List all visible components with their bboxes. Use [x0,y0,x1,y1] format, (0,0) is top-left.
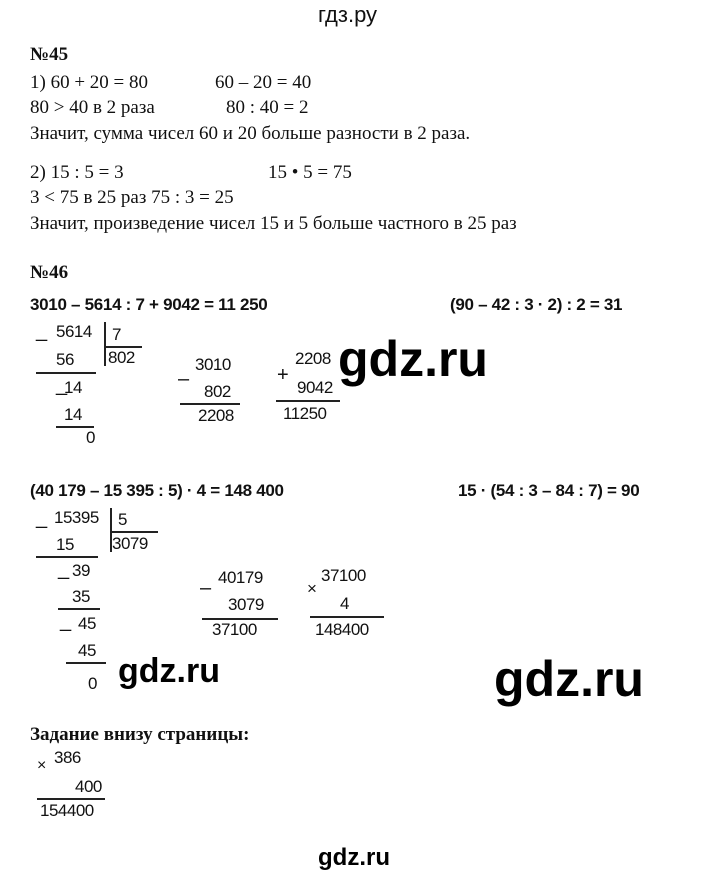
factor-b: 4 [340,594,349,613]
minus-sign: _ [36,320,48,342]
difference: 37100 [212,620,257,639]
task-46-expr4: 15 · (54 : 3 – 84 : 7) = 90 [458,481,640,500]
addend-b: 9042 [297,378,333,397]
minuend: 40179 [218,568,263,587]
factor-a: 37100 [321,566,366,585]
task-45-line5: 3 < 75 в 25 раз 75 : 3 = 25 [30,187,234,208]
times-sign: × [37,757,47,774]
watermark: gdz.ru [118,652,220,690]
minus-sign: _ [60,610,72,632]
minus-sign: – [200,577,212,599]
step-35: 35 [72,587,90,606]
watermark: gdz.ru [318,844,390,871]
step-45b: 45 [78,641,96,660]
step-56: 56 [56,350,74,369]
step-14b: 14 [64,405,82,424]
remainder: 0 [88,674,97,693]
minus-sign: _ [58,558,70,580]
dividend: 5614 [56,322,92,341]
task-46-expr2: (90 – 42 : 3 · 2) : 2 = 31 [450,295,623,314]
subtrahend: 3079 [228,595,264,614]
watermark: gdz.ru [338,331,488,387]
task-45-line1b: 60 – 20 = 40 [215,72,312,93]
task-45-line4b: 15 • 5 = 75 [268,162,352,183]
task-46-expr1: 3010 – 5614 : 7 + 9042 = 11 250 [30,295,268,314]
quotient: 802 [108,348,135,367]
minus-sign: – [178,368,190,390]
product: 148400 [315,620,369,639]
subtrahend: 802 [204,382,231,401]
minus-sign: _ [36,507,48,529]
factor-a: 386 [54,748,81,767]
dividend: 15395 [54,508,99,527]
step-45: 45 [78,614,96,633]
task-45-line1a: 1) 60 + 20 = 80 [30,72,149,93]
remainder: 0 [86,428,95,447]
quotient: 3079 [112,534,148,553]
divisor: 5 [118,510,127,529]
sum: 11250 [283,404,327,423]
watermark: gdz.ru [494,651,644,707]
difference: 2208 [198,406,234,425]
task-45-conclusion2: Значит, произведение чисел 15 и 5 больше частного в 25 раз [30,213,517,234]
task-45-line2a: 80 > 40 в 2 раза [30,97,155,118]
page-header: гдз.ру [318,2,378,27]
step-14: 14 [64,378,82,397]
task-46-expr3: (40 179 – 15 395 : 5) · 4 = 148 400 [30,481,284,500]
minus-sign: _ [56,374,68,396]
task-45-conclusion1: Значит, сумма чисел 60 и 20 больше разности в 2 раза. [30,123,471,144]
step-15: 15 [56,535,74,554]
product: 154400 [40,801,94,820]
minuend: 3010 [195,355,231,374]
bottom-task-title: Задание внизу страницы: [30,724,250,745]
task-45-line2b: 80 : 40 = 2 [226,97,309,118]
plus-sign: + [277,364,289,386]
task-46-title: №46 [30,262,69,283]
step-39: 39 [72,561,90,580]
factor-b: 400 [75,777,102,796]
times-sign: × [307,579,317,598]
task-45-line4a: 2) 15 : 5 = 3 [30,162,124,183]
divisor: 7 [112,325,121,344]
addend-a: 2208 [295,349,331,368]
task-45-title: №45 [30,44,69,65]
